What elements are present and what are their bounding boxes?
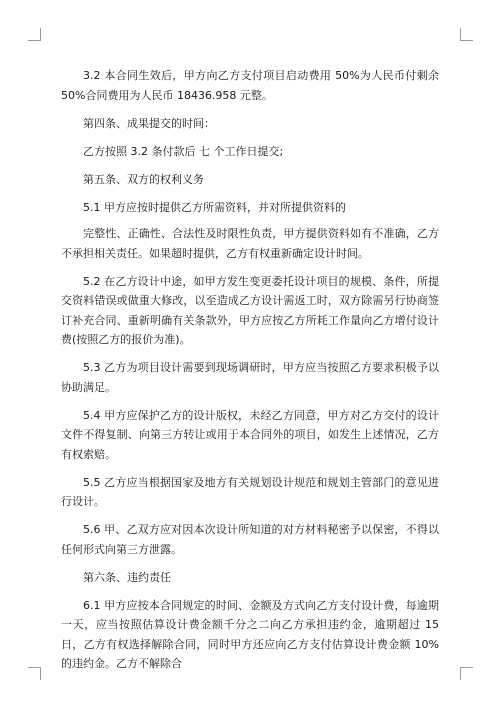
crop-mark-bottom-left [28, 667, 41, 680]
paragraph-5-1-continued: 完整性、正确性、合法性及时限性负责，甲方提供资料如有不准确，乙方不承担相关责任。如果超时提供，乙方有权重新确定设计时间。 [61, 227, 439, 260]
paragraph-5-2: 5.2 在乙方设计中途，如甲方发生变更委托设计项目的规模、条件，所提交资料错误或做重大修改，以至造成乙方设计需返工时，双方除需另行协商签订补充合同、重新明确有关条款外，甲方应按乙方所耗工作量向乙方增付设计费(按照乙方的报价为准)。 [61, 274, 439, 346]
crop-mark-top-left [28, 28, 41, 41]
paragraph-5-5: 5.5 乙方应当根据国家及地方有关规划设计规范和规划主管部门的意见进行设计。 [61, 475, 439, 508]
paragraph-delivery-time: 乙方按照 3.2 条付款后 七 个工作日提交; [83, 144, 284, 158]
document-body [61, 66, 439, 682]
paragraph-5-3: 5.3 乙方为项目设计需要到现场调研时，甲方应当按照乙方要求积极予以协助满足。 [61, 361, 439, 394]
paragraph-5-6: 5.6 甲、乙双方应对因本次设计所知道的对方材料秘密予以保密，不得以任何形式向第三方泄露。 [61, 523, 439, 556]
paragraph-5-1: 5.1 甲方应按时提供乙方所需资料，并对所提供资料的 [83, 200, 346, 214]
crop-mark-top-right [460, 28, 473, 41]
heading-article-5: 第五条、双方的权利义务 [83, 172, 204, 186]
paragraph-3-2: 3.2 本合同生效后，甲方向乙方支付项目启动费用 50%为人民币付剩余 50%合同费用为人民币 18436.958 元整。 [61, 69, 439, 102]
paragraph-5-4: 5.4 甲方应保护乙方的设计版权，未经乙方同意，甲方对乙方交付的设计文件不得复制、向第三方转让或用于本合同外的项目，如发生上述情况，乙方有权索赔。 [61, 408, 439, 461]
heading-article-4: 第四条、成果提交的时间： [83, 116, 215, 130]
heading-article-6: 第六条、违约责任 [83, 570, 171, 584]
crop-mark-bottom-right [460, 667, 473, 680]
paragraph-6-1: 6.1 甲方应按本合同规定的时间、金额及方式向乙方支付设计费，每逾期一天，应当按照估算设计费金额千分之二向乙方承担违约金，逾期超过 15 日，乙方有权选择解除合同，同时甲方还应向乙方支付估算设计费金额 10%的违约金。乙方不解除合 [61, 598, 439, 670]
